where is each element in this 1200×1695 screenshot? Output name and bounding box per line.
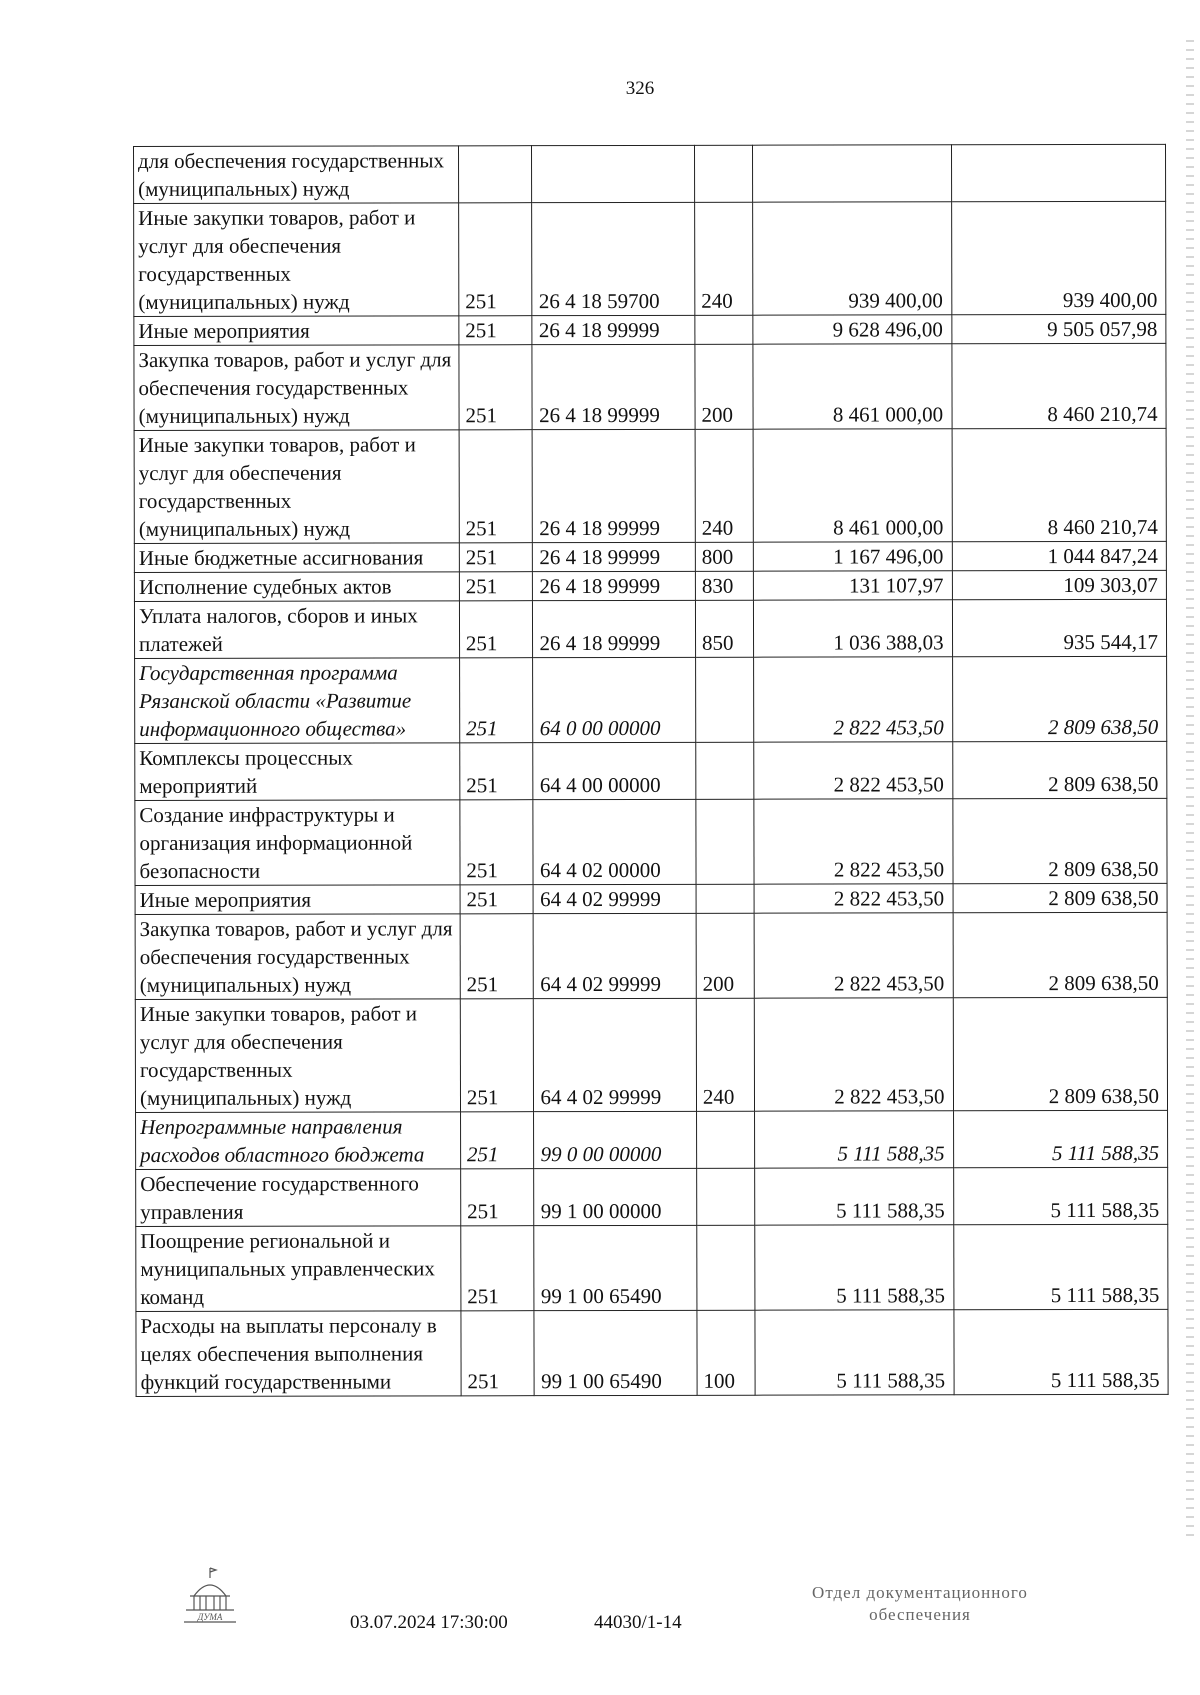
cell-grbs: 251 bbox=[460, 743, 534, 800]
cell-vr: 830 bbox=[695, 571, 754, 600]
cell-csr: 64 4 00 00000 bbox=[533, 742, 696, 799]
department-stamp bbox=[780, 1582, 1060, 1626]
cell-csr: 64 4 02 99999 bbox=[534, 913, 697, 998]
cell-plan: 8 461 000,00 bbox=[753, 429, 951, 542]
cell-grbs: 251 bbox=[460, 1112, 534, 1169]
cell-name: для обеспечения государственных (муниципальных) нужд bbox=[134, 146, 459, 204]
cell-vr: 800 bbox=[695, 542, 754, 571]
cell-name: Обеспечение государственного управления bbox=[136, 1169, 461, 1227]
cell-name: Иные бюджетные ассигнования bbox=[134, 543, 459, 573]
cell-plan: 939 400,00 bbox=[753, 202, 951, 315]
svg-text:ДУМА: ДУМА bbox=[197, 1612, 223, 1622]
table-row bbox=[134, 599, 1166, 658]
cell-plan: 2 822 453,50 bbox=[754, 799, 952, 884]
cell-plan: 5 111 588,35 bbox=[755, 1111, 953, 1168]
table-row bbox=[135, 656, 1167, 743]
table-row bbox=[134, 314, 1166, 345]
cell-plan: 131 107,97 bbox=[754, 571, 952, 600]
department-stamp-line2: обеспечения bbox=[869, 1605, 971, 1624]
cell-grbs: 251 bbox=[459, 316, 533, 345]
cell-name: Государственная программа Рязанской области «Развитие информационного общества» bbox=[135, 658, 460, 744]
table-row bbox=[135, 798, 1167, 885]
cell-plan: 2 822 453,50 bbox=[754, 657, 952, 742]
cell-fact: 9 505 057,98 bbox=[951, 314, 1166, 343]
cell-fact: 939 400,00 bbox=[951, 201, 1166, 314]
cell-fact: 109 303,07 bbox=[952, 570, 1167, 599]
cell-csr: 64 4 02 99999 bbox=[534, 884, 696, 913]
table-row bbox=[135, 883, 1167, 914]
table-row bbox=[134, 201, 1166, 316]
cell-fact: 2 809 638,50 bbox=[953, 883, 1168, 912]
page-footer bbox=[0, 1560, 1200, 1680]
cell-grbs: 251 bbox=[460, 999, 534, 1112]
cell-name: Исполнение судебных актов bbox=[134, 572, 459, 602]
cell-name: Иные мероприятия bbox=[135, 885, 460, 915]
cell-fact: 2 809 638,50 bbox=[953, 912, 1168, 997]
cell-csr: 26 4 18 99999 bbox=[532, 344, 695, 429]
cell-name: Иные мероприятия bbox=[134, 316, 459, 346]
cell-name: Комплексы процессных мероприятий bbox=[135, 743, 460, 801]
budget-table-body bbox=[134, 144, 1169, 1396]
cell-vr: 240 bbox=[695, 202, 754, 315]
page-number: 326 bbox=[625, 78, 655, 99]
cell-grbs: 251 bbox=[460, 885, 534, 914]
cell-fact: 5 111 588,35 bbox=[953, 1224, 1168, 1309]
cell-csr: 64 4 02 00000 bbox=[533, 799, 696, 884]
cell-fact: 935 544,17 bbox=[952, 599, 1167, 656]
cell-grbs bbox=[458, 146, 532, 203]
cell-name: Уплата налогов, сборов и иных платежей bbox=[134, 601, 459, 659]
cell-fact: 5 111 588,35 bbox=[953, 1309, 1168, 1394]
cell-fact: 8 460 210,74 bbox=[951, 343, 1166, 428]
cell-vr bbox=[697, 1168, 756, 1225]
cell-grbs: 251 bbox=[459, 572, 533, 601]
cell-csr: 99 0 00 00000 bbox=[534, 1111, 697, 1168]
table-row bbox=[136, 1110, 1168, 1169]
table-row bbox=[135, 741, 1167, 800]
cell-csr: 26 4 18 99999 bbox=[532, 315, 694, 344]
cell-name: Поощрение региональной и муниципальных управленческих команд bbox=[136, 1226, 461, 1312]
table-row bbox=[136, 1224, 1168, 1311]
cell-fact: 2 809 638,50 bbox=[953, 997, 1168, 1110]
cell-plan: 1 167 496,00 bbox=[754, 542, 952, 571]
cell-name: Непрограммные направления расходов областного бюджета bbox=[136, 1112, 461, 1170]
cell-grbs: 251 bbox=[459, 345, 533, 430]
cell-grbs: 251 bbox=[459, 601, 533, 658]
cell-vr bbox=[694, 145, 753, 202]
cell-fact bbox=[951, 144, 1166, 201]
cell-grbs: 251 bbox=[459, 543, 533, 572]
cell-csr: 26 4 18 59700 bbox=[532, 202, 695, 315]
cell-grbs: 251 bbox=[461, 1169, 535, 1226]
cell-vr bbox=[696, 884, 755, 913]
table-row bbox=[135, 912, 1167, 999]
cell-grbs: 251 bbox=[458, 203, 532, 316]
cell-vr: 240 bbox=[696, 998, 755, 1111]
cell-plan: 8 461 000,00 bbox=[753, 344, 951, 429]
cell-csr bbox=[532, 145, 695, 202]
duma-logo bbox=[180, 1566, 240, 1630]
cell-grbs: 251 bbox=[461, 1226, 535, 1311]
document-number: 44030/1-14 bbox=[594, 1612, 682, 1633]
cell-fact: 5 111 588,35 bbox=[953, 1167, 1168, 1224]
cell-csr: 26 4 18 99999 bbox=[533, 542, 695, 571]
department-stamp-line1: Отдел документационного bbox=[812, 1583, 1028, 1602]
cell-vr bbox=[697, 1225, 756, 1310]
cell-csr: 64 4 02 99999 bbox=[534, 998, 697, 1111]
cell-csr: 99 1 00 65490 bbox=[534, 1310, 697, 1395]
cell-plan bbox=[753, 145, 951, 202]
cell-csr: 64 0 00 00000 bbox=[533, 657, 696, 742]
cell-vr: 100 bbox=[697, 1310, 756, 1395]
cell-csr: 26 4 18 99999 bbox=[533, 600, 696, 657]
budget-table bbox=[133, 144, 1169, 1397]
cell-plan: 5 111 588,35 bbox=[755, 1225, 953, 1310]
cell-csr: 26 4 18 99999 bbox=[533, 429, 696, 542]
cell-name: Создание инфраструктуры и организация информационной безопасности bbox=[135, 800, 460, 886]
cell-vr: 240 bbox=[695, 429, 754, 542]
cell-name: Расходы на выплаты персоналу в целях обеспечения выполнения функций государственными bbox=[136, 1311, 461, 1397]
cell-plan: 5 111 588,35 bbox=[755, 1168, 953, 1225]
table-row bbox=[134, 428, 1166, 543]
table-row bbox=[136, 1167, 1168, 1226]
cell-plan: 2 822 453,50 bbox=[754, 742, 952, 799]
cell-grbs: 251 bbox=[459, 658, 533, 743]
cell-vr: 200 bbox=[696, 913, 755, 998]
cell-vr bbox=[695, 315, 754, 344]
cell-plan: 2 822 453,50 bbox=[755, 998, 953, 1111]
budget-table-wrapper bbox=[133, 144, 1169, 1397]
cell-vr bbox=[696, 1111, 755, 1168]
cell-vr: 200 bbox=[695, 344, 754, 429]
cell-fact: 5 111 588,35 bbox=[953, 1110, 1168, 1167]
cell-name: Иные закупки товаров, работ и услуг для обеспечения государственных (муниципальных) нужд bbox=[134, 430, 459, 544]
document-timestamp: 03.07.2024 17:30:00 bbox=[350, 1612, 508, 1633]
cell-csr: 99 1 00 65490 bbox=[534, 1225, 697, 1310]
cell-plan: 9 628 496,00 bbox=[753, 315, 951, 344]
table-row bbox=[135, 997, 1167, 1112]
cell-fact: 8 460 210,74 bbox=[952, 428, 1167, 541]
cell-name: Иные закупки товаров, работ и услуг для обеспечения государственных (муниципальных) нужд bbox=[134, 203, 459, 317]
cell-fact: 2 809 638,50 bbox=[952, 798, 1167, 883]
cell-vr bbox=[695, 657, 754, 742]
table-row bbox=[134, 570, 1166, 601]
cell-plan: 2 822 453,50 bbox=[754, 913, 952, 998]
cell-vr bbox=[696, 799, 755, 884]
table-row bbox=[134, 343, 1166, 430]
table-row bbox=[136, 1309, 1168, 1396]
scan-edge-artifact bbox=[1186, 40, 1194, 1540]
cell-name: Закупка товаров, работ и услуг для обеспечения государственных (муниципальных) нужд bbox=[134, 345, 459, 431]
cell-vr bbox=[696, 742, 755, 799]
cell-plan: 1 036 388,03 bbox=[754, 600, 952, 657]
cell-fact: 2 809 638,50 bbox=[952, 741, 1167, 798]
cell-fact: 2 809 638,50 bbox=[952, 656, 1167, 741]
cell-grbs: 251 bbox=[459, 430, 533, 543]
cell-name: Иные закупки товаров, работ и услуг для обеспечения государственных (муниципальных) нужд bbox=[135, 999, 460, 1113]
cell-csr: 99 1 00 00000 bbox=[534, 1168, 697, 1225]
table-row bbox=[134, 541, 1166, 572]
cell-name: Закупка товаров, работ и услуг для обеспечения государственных (муниципальных) нужд bbox=[135, 914, 460, 1000]
cell-grbs: 251 bbox=[460, 800, 534, 885]
cell-fact: 1 044 847,24 bbox=[952, 541, 1167, 570]
table-row bbox=[134, 144, 1166, 203]
cell-csr: 26 4 18 99999 bbox=[533, 571, 695, 600]
cell-plan: 2 822 453,50 bbox=[754, 884, 952, 913]
cell-plan: 5 111 588,35 bbox=[755, 1310, 953, 1395]
cell-vr: 850 bbox=[695, 600, 754, 657]
cell-grbs: 251 bbox=[460, 914, 534, 999]
cell-grbs: 251 bbox=[461, 1311, 535, 1396]
